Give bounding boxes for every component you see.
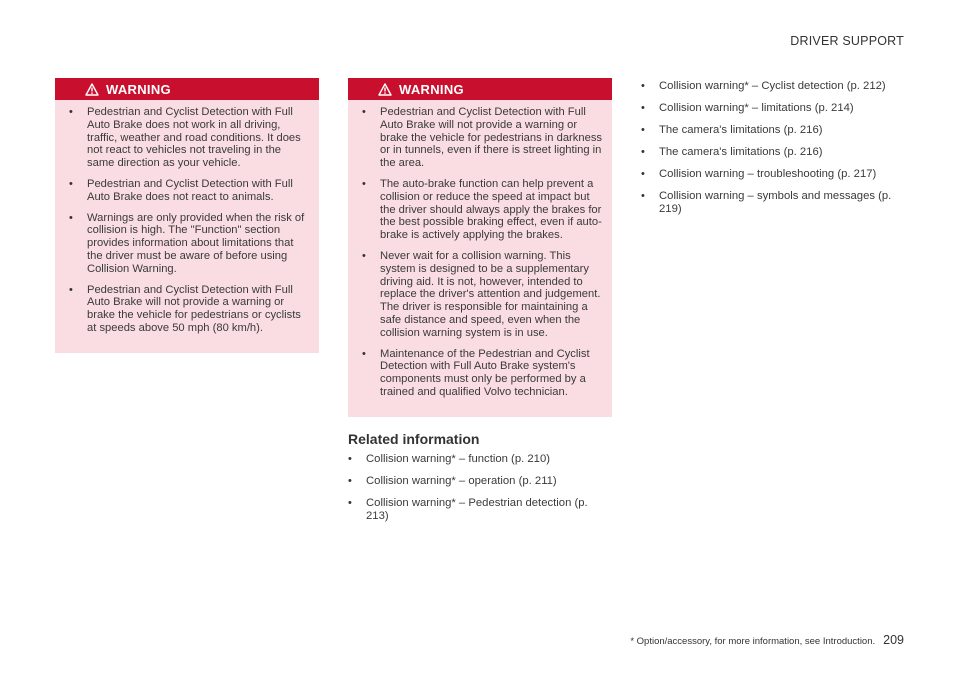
page-header-title: DRIVER SUPPORT — [790, 34, 904, 48]
related-link[interactable]: • Collision warning* – operation (p. 211) — [348, 475, 612, 488]
related-list — [348, 453, 612, 523]
related-link[interactable]: • Collision warning – troubleshooting (p. 217) — [641, 168, 905, 181]
related-heading: Related information — [348, 430, 480, 447]
related-link[interactable]: • Collision warning* – Cyclist detection (p. 212) — [641, 80, 905, 93]
related-link[interactable]: • Collision warning* – Pedestrian detection (p. 213) — [348, 497, 612, 523]
footnote: * Option/accessory, for more information, see Introduction. — [630, 636, 876, 647]
related-list-continued — [641, 80, 905, 216]
page-footer — [630, 633, 904, 647]
related-link[interactable]: • The camera's limitations (p. 216) — [641, 124, 905, 137]
list-item: • Never wait for a collision warning. This system is designed to be a supplementary driving aid. It is not, however, intended to replace the driver's attention and judgement. The driver is responsible for maintaining a safe distance and speed, even when the collision warning system is in use. — [362, 250, 604, 340]
list-item: • Warnings are only provided when the risk of collision is high. The "Function" section provides information about limitations that the driver must be aware of before using Collision Warning. — [69, 212, 311, 276]
related-link[interactable]: • Collision warning* – limitations (p. 214) — [641, 102, 905, 115]
warning-list — [348, 100, 612, 399]
warning-header — [348, 78, 612, 100]
warning-box-left — [55, 78, 319, 353]
related-information — [348, 431, 612, 523]
warning-box-middle — [348, 78, 612, 417]
list-item: • Pedestrian and Cyclist Detection with Full Auto Brake will not provide a warning or brake the vehicle for pedestrians or cyclists at speeds above 50 mph (80 km/h). — [69, 284, 311, 335]
page-number: 209 — [883, 633, 904, 647]
related-link[interactable]: • Collision warning* – function (p. 210) — [348, 453, 612, 466]
warning-list — [55, 100, 319, 335]
warning-triangle-icon — [85, 83, 99, 96]
middle-column — [348, 78, 612, 532]
list-item: • Maintenance of the Pedestrian and Cyclist Detection with Full Auto Brake system's components must only be performed by a trained and qualified Volvo technician. — [362, 348, 604, 399]
warning-header — [55, 78, 319, 100]
list-item: • Pedestrian and Cyclist Detection with Full Auto Brake does not react to animals. — [69, 178, 311, 204]
warning-title: WARNING — [106, 81, 171, 97]
list-item: • Pedestrian and Cyclist Detection with Full Auto Brake does not work in all driving, traffic, weather and road conditions. It does not react to vehicles not traveling in the same direction as your vehicle. — [69, 106, 311, 170]
related-link[interactable]: • Collision warning – symbols and messages (p. 219) — [641, 190, 905, 216]
warning-triangle-icon — [378, 83, 392, 96]
list-item: • The auto-brake function can help prevent a collision or reduce the speed at impact but the driver should always apply the brakes for the best possible braking effect, even if auto-brake is actively applying the brakes. — [362, 178, 604, 242]
list-item: • Pedestrian and Cyclist Detection with Full Auto Brake will not provide a warning or brake the vehicle for pedestrians in darkness or in tunnels, even if there is street lighting in the area. — [362, 106, 604, 170]
right-column — [641, 80, 905, 225]
related-link[interactable]: • The camera's limitations (p. 216) — [641, 146, 905, 159]
warning-title: WARNING — [399, 81, 464, 97]
